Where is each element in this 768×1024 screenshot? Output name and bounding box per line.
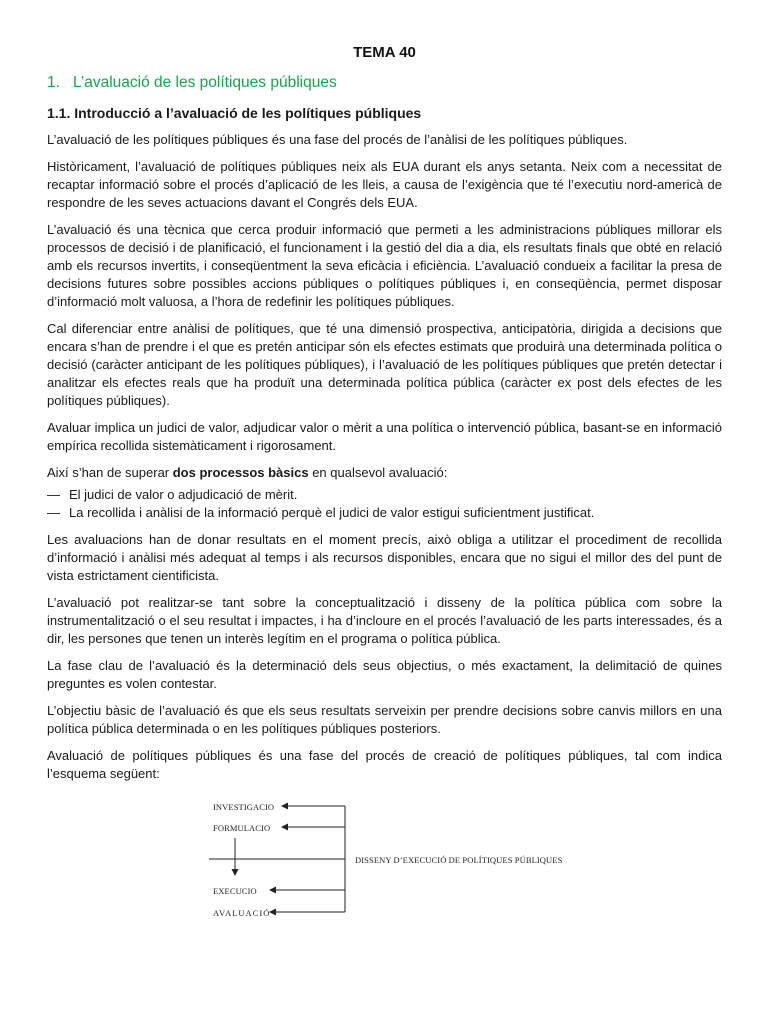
diagram-label-avaluacio: AVALUACIÓ <box>213 908 271 918</box>
paragraph-1: L’avaluació de les polítiques públiques és una fase del procés de l’anàlisi de les polítiques públiques. <box>47 132 628 147</box>
diagram-side-label: DISSENY D’EXECUCIÓ DE POLÍTIQUES PÚBLIQUES <box>355 855 563 865</box>
paragraph-2: Històricament, l’avaluació de polítiques públiques neix als EUA durant els anys setanta. Neix com a necessitat de recaptar informació sobre el procés d’aplicació de les lleis, a causa de l’exigència que té l’executiu nord-americà de respondre de les seves actuacions davant el Congrés dels EUA. <box>47 159 722 210</box>
paragraph-9: La fase clau de l’avaluació és la determinació dels seus objectius, o més exactament, la delimitació de quines preguntes es volen contestar. <box>47 658 722 691</box>
section-heading-text: L’avaluació de les polítiques públiques <box>73 74 337 91</box>
document-title: TEMA 40 <box>353 44 416 61</box>
paragraph-3: L’avaluació és una tècnica que cerca produir informació que permeti a les administracions públiques millorar els processos de decisió i de planificació, el funcionament i la gestió del dia a dia, els resultats finals que obté en relació amb els recursos invertits, i conseqüentment la seva eficàcia i eficiència. L’avaluació condueix a facilitar la presa de decisions futures sobre possibles accions públiques o polítiques públiques i, en conseqüència, permet disposar d’informació molt valuosa, a l’hora de redefinir les polítiques públiques. <box>47 222 722 309</box>
list-item-text: La recollida i anàlisi de la informació perquè el judici de valor estigui suficientment justificat. <box>69 505 595 520</box>
list-item-text: El judici de valor o adjudicació de mèrit. <box>69 487 298 502</box>
paragraph-8: L’avaluació pot realitzar-se tant sobre la conceptualització i disseny de la política pública com sobre la instrumentalització o el seu resultat i impactes, i ha d’incloure en el procés l’avaluació de les parts interessades, és a dir, les persones que tenen un interès legítim en el programa o política pública. <box>47 595 722 646</box>
subsection-heading: 1.1. Introducció a l’avaluació de les polítiques públiques <box>47 105 422 121</box>
paragraph-6-bold: dos processos bàsics <box>172 465 309 480</box>
diagram-label-execucio: EXECUCIO <box>213 886 257 896</box>
bullet-marker: — <box>47 487 60 502</box>
diagram-label-investigacio: INVESTIGACIO <box>213 802 275 812</box>
paragraph-10: L’objectiu bàsic de l’avaluació és que els seus resultats serveixin per prendre decisions sobre canvis millors en una política pública determinada o en les polítiques públiques posteriors. <box>47 703 722 736</box>
paragraph-5: Avaluar implica un judici de valor, adjudicar valor o mèrit a una política o intervenció pública, basant-se en informació empírica recollida sistemàticament i rigorosament. <box>47 420 722 453</box>
paragraph-6-start: Així s’han de superar <box>47 465 173 480</box>
bullet-marker: — <box>47 505 60 520</box>
paragraph-7: Les avaluacions han de donar resultats en el moment precís, això obliga a utilitzar el procediment de recollida d’informació i anàlisi més adequat al temps i als recursos disponibles, encara que no sigui el millor des del punt de vista estrictament cientificista. <box>47 532 722 583</box>
section-number: 1. <box>47 74 60 91</box>
paragraph-6-end: en qualsevol avaluació: <box>308 465 448 480</box>
paragraph-4: Cal diferenciar entre anàlisi de polítiques, que té una dimensió prospectiva, anticipatòria, dirigida a decisions que encara s’han de prendre i el que es pretén anticipar són els efectes estimats que produirà una determinada política o decisió (caràcter anticipant de les polítiques públiques), i l’avaluació de les polítiques públiques que pretén detectar i analitzar els efectes reals que ha produït una determinada política pública (caràcter ex post dels efectes de les polítiques públiques). <box>47 321 722 408</box>
diagram-label-formulacio: FORMULACIO <box>213 823 271 833</box>
paragraph-11: Avaluació de polítiques públiques és una fase del procés de creació de polítiques públiques, tal com indica l’esquema següent: <box>47 748 722 781</box>
